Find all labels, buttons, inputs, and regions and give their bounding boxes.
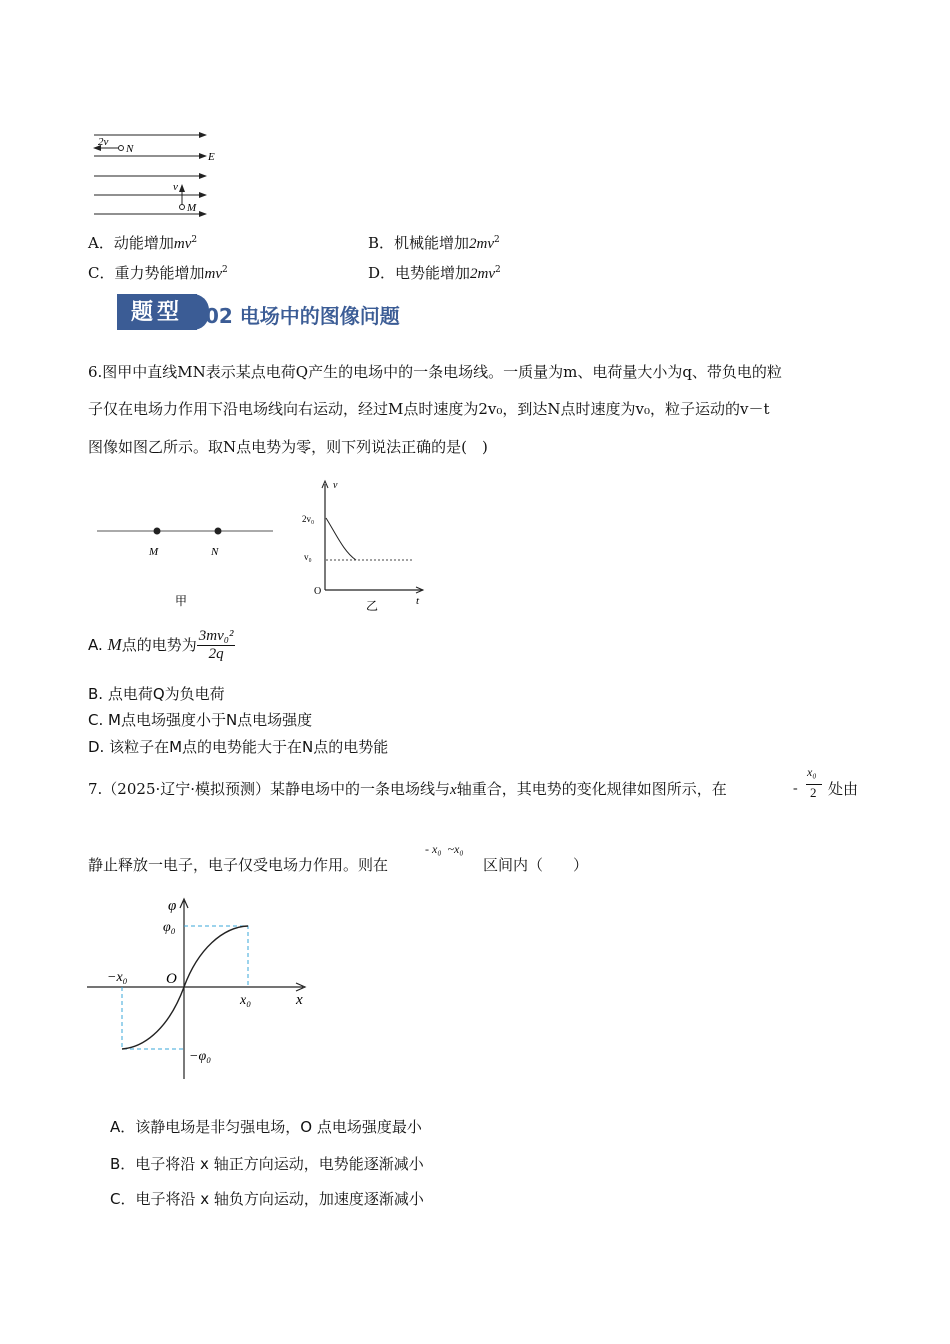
q6-line-3: 图像如图乙所示。取N点电势为零，则下列说法正确的是( )	[88, 438, 488, 456]
q5-option-c[interactable]: C．重力势能增加$mv^2$	[88, 264, 228, 282]
q7-option-c[interactable]: C．电子将沿 x 轴负方向运动，加速度逐渐减小	[110, 1190, 424, 1208]
label-x0: x₀	[240, 993, 252, 1008]
dash-top	[184, 926, 248, 987]
point-M	[154, 528, 161, 535]
particle-N	[119, 146, 124, 151]
q7-line-2-end: 区间内（ ）	[483, 856, 589, 874]
label-phi: φ	[168, 898, 177, 914]
label-origin: O	[166, 971, 177, 987]
label-M: M	[149, 546, 159, 558]
caption-jia: 甲	[175, 594, 188, 608]
label-t-axis: t	[416, 595, 420, 607]
label-phi0: φ₀	[163, 920, 176, 935]
label-N: N	[211, 546, 219, 558]
particle-M	[180, 205, 185, 210]
q5-option-d[interactable]: D．电势能增加$2mv^2$	[368, 264, 501, 282]
q5-option-a[interactable]: A．动能增加$mv^2$	[88, 234, 198, 252]
q6-line-1: 6.图甲中直线MN表示某点电荷Q产生的电场中的一条电场线。一质量为m、电荷量大小为q、带负电的粒	[88, 363, 782, 381]
q7-line-1: 7.（2025·辽宁·模拟预测）某静电场中的一条电场线与x轴重合，其电势的变化规律如图所示，在	[88, 780, 727, 798]
q7-range: - x₀ ~x₀	[425, 842, 464, 856]
section-title: 02 电场中的图像问题	[205, 304, 400, 328]
q6-option-c[interactable]: C. M点电场强度小于N点电场强度	[88, 711, 313, 729]
q5-field-figure	[88, 125, 228, 220]
q6-figure-jia	[95, 515, 280, 615]
label-neg-x0: −x₀	[107, 970, 128, 985]
point-N	[215, 528, 222, 535]
tick-2v0: 2v₀	[302, 514, 315, 524]
q7-option-a[interactable]: A．该静电场是非匀强电场，O 点电场强度最小	[110, 1118, 422, 1136]
dash-bottom	[122, 987, 184, 1049]
q6-option-d[interactable]: D. 该粒子在M点的电势能大于在N点的电势能	[88, 738, 389, 756]
label-M: M	[187, 202, 197, 214]
q7-line-1-end: 处由	[828, 780, 859, 798]
label-v: v	[173, 181, 178, 193]
q6-option-a[interactable]: A. M点的电势为 $\frac{\text{3mv₀²}}{2q}$	[88, 628, 234, 662]
label-neg-phi0: −φ₀	[189, 1049, 212, 1064]
velocity-curve	[326, 518, 356, 560]
tick-v0: v₀	[304, 552, 312, 562]
label-N: N	[126, 143, 134, 155]
label-E: E	[208, 151, 215, 163]
q6-figure-yi	[298, 476, 433, 616]
q7-potential-figure	[85, 893, 315, 1083]
q5-option-b[interactable]: B．机械能增加$2mv^2$	[368, 234, 500, 252]
label-2v: 2v	[98, 136, 109, 148]
caption-yi: 乙	[366, 599, 379, 613]
label-origin: O	[314, 586, 322, 597]
q7-option-b[interactable]: B．电子将沿 x 轴正方向运动，电势能逐渐减小	[110, 1155, 424, 1173]
q6-option-b[interactable]: B. 点电荷Q为负电荷	[88, 685, 225, 703]
label-x-axis: x	[296, 992, 303, 1008]
section-badge: 题型	[117, 294, 197, 330]
q6-line-2: 子仅在电场力作用下沿电场线向右运动，经过M点时速度为2v₀，到达N点时速度为v₀，粒子运动的v－t	[88, 400, 770, 418]
q7-line-2: 静止释放一电子，电子仅受电场力作用。则在	[88, 856, 389, 874]
label-v-axis: v	[333, 480, 338, 491]
